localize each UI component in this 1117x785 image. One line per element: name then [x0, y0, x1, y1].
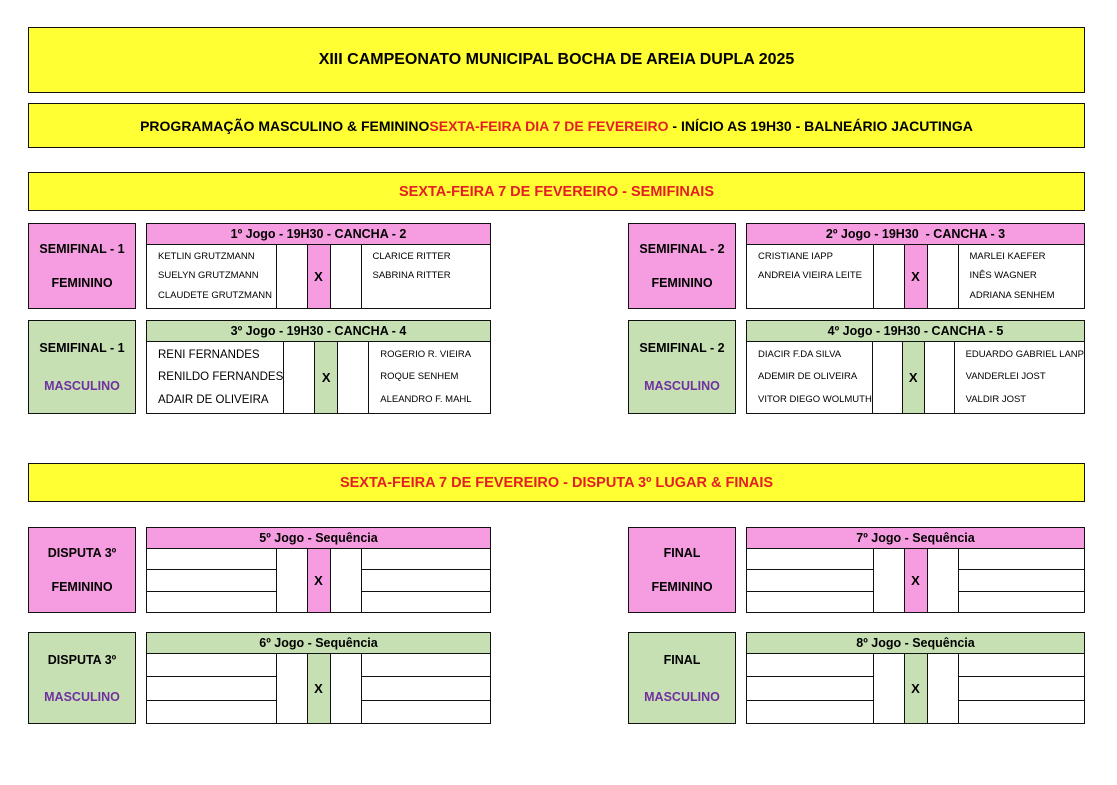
player-slot — [362, 592, 491, 612]
player-name: ROQUE SENHEM — [380, 371, 459, 383]
team-b — [362, 245, 491, 308]
label-line-2: FEMININO — [651, 580, 713, 594]
label-line-1: DISPUTA 3º — [47, 546, 117, 560]
team-a — [747, 245, 873, 308]
player-slot — [362, 549, 491, 570]
team-b — [959, 245, 1085, 308]
player-slot — [147, 701, 276, 723]
label-line-2: FEMININO — [51, 580, 113, 594]
team-a — [147, 342, 283, 413]
team-a — [147, 549, 276, 612]
score-box-b — [924, 342, 955, 413]
game-header: 3º Jogo - 19H30 - CANCHA - 4 — [147, 321, 490, 342]
program-text-3: - INÍCIO AS 19H30 - BALNEÁRIO JACUTINGA — [668, 117, 973, 134]
score-box-a — [276, 245, 308, 308]
player-slot — [959, 592, 1085, 612]
score-box-a — [873, 549, 905, 612]
team-b — [959, 654, 1085, 723]
score-box-b — [337, 342, 369, 413]
player-slot — [147, 654, 276, 677]
player-slot — [362, 570, 491, 591]
third-place-masculino-label — [28, 632, 136, 724]
player-name: INÊS WAGNER — [969, 270, 1037, 282]
tournament-title: XIII CAMPEONATO MUNICIPAL BOCHA DE AREIA DUPLA 2025 — [28, 27, 1085, 93]
label-line-1: FINAL — [663, 652, 701, 667]
player-slot — [747, 701, 873, 723]
player-slot — [362, 677, 491, 700]
label-line-2: MASCULINO — [44, 379, 120, 393]
player-name: VALDIR JOST — [965, 393, 1027, 405]
game-1-card — [146, 223, 491, 309]
player-slot — [747, 570, 873, 591]
score-box-a — [276, 549, 308, 612]
score-box-a — [873, 654, 905, 723]
player-slot — [147, 677, 276, 700]
score-box-a — [873, 245, 905, 308]
semifinal-2-masculino-label — [628, 320, 736, 414]
program-text-1: PROGRAMAÇÃO MASCULINO & FEMININO — [140, 117, 430, 134]
player-slot — [959, 677, 1085, 700]
score-box-a — [283, 342, 315, 413]
score-box-b — [927, 245, 959, 308]
versus-mark: X — [308, 245, 330, 308]
score-box-b — [330, 245, 362, 308]
player-name — [747, 288, 873, 304]
semifinal-2-feminino-label — [628, 223, 736, 309]
label-line-1: SEMIFINAL - 2 — [639, 341, 725, 355]
player-name: RENILDO FERNANDES — [158, 371, 284, 384]
game-3-card — [146, 320, 491, 414]
score-box-a — [872, 342, 903, 413]
versus-mark: X — [308, 654, 330, 723]
player-slot — [959, 701, 1085, 723]
final-feminino-label — [628, 527, 736, 613]
section-finals-title: SEXTA-FEIRA 7 DE FEVEREIRO - DISPUTA 3º LUGAR & FINAIS — [28, 463, 1085, 502]
player-slot — [362, 654, 491, 677]
game-7-card — [746, 527, 1085, 613]
team-a — [147, 654, 276, 723]
player-name: VANDERLEI JOST — [965, 371, 1046, 383]
player-slot — [747, 654, 873, 677]
player-name: RENI FERNANDES — [158, 349, 260, 362]
versus-mark: X — [315, 342, 337, 413]
player-name: CRISTIANE IAPP — [758, 250, 833, 262]
game-6-card — [146, 632, 491, 724]
game-4-card — [746, 320, 1085, 414]
team-b — [362, 549, 491, 612]
team-b — [362, 654, 491, 723]
score-box-b — [927, 549, 959, 612]
team-a — [747, 342, 872, 413]
player-name: DIACIR F.DA SILVA — [758, 349, 842, 361]
program-date: SEXTA-FEIRA DIA 7 DE FEVEREIRO — [429, 117, 669, 134]
game-header: 4º Jogo - 19H30 - CANCHA - 5 — [747, 321, 1084, 342]
game-header: 1º Jogo - 19H30 - CANCHA - 2 — [147, 224, 490, 245]
versus-mark: X — [903, 342, 924, 413]
game-8-card — [746, 632, 1085, 724]
player-slot — [747, 677, 873, 700]
player-name: SABRINA RITTER — [372, 270, 451, 282]
team-a — [747, 549, 873, 612]
team-a — [747, 654, 873, 723]
player-name: KETLIN GRUTZMANN — [158, 250, 255, 262]
player-slot — [747, 549, 873, 570]
game-2-card — [746, 223, 1085, 309]
player-name: ADEMIR DE OLIVEIRA — [758, 371, 858, 383]
player-name: ADRIANA SENHEM — [969, 290, 1055, 302]
versus-mark: X — [905, 549, 927, 612]
score-box-b — [330, 549, 362, 612]
player-slot — [147, 549, 276, 570]
semifinal-1-feminino-label — [28, 223, 136, 309]
game-header: 2º Jogo - 19H30 - CANCHA - 3 — [747, 224, 1084, 245]
player-slot — [959, 549, 1085, 570]
player-slot — [959, 654, 1085, 677]
label-line-1: SEMIFINAL - 1 — [39, 341, 125, 355]
score-box-b — [927, 654, 959, 723]
third-place-feminino-label — [28, 527, 136, 613]
player-name: SUELYN GRUTZMANN — [158, 270, 259, 282]
label-line-1: SEMIFINAL - 1 — [39, 242, 125, 256]
player-slot — [747, 592, 873, 612]
versus-mark: X — [905, 654, 927, 723]
player-name: CLARICE RITTER — [372, 250, 451, 262]
label-line-1: DISPUTA 3º — [47, 652, 117, 667]
player-slot — [147, 570, 276, 591]
player-name: ANDREIA VIEIRA LEITE — [758, 270, 863, 282]
semifinal-1-masculino-label — [28, 320, 136, 414]
player-name — [362, 288, 491, 304]
team-b — [369, 342, 490, 413]
label-line-1: SEMIFINAL - 2 — [639, 242, 725, 256]
final-masculino-label — [628, 632, 736, 724]
versus-mark: X — [308, 549, 330, 612]
game-header: 5º Jogo - Sequência — [147, 528, 490, 549]
team-b — [959, 549, 1085, 612]
player-slot — [362, 701, 491, 723]
game-header: 7º Jogo - Sequência — [747, 528, 1084, 549]
player-name: ROGERIO R. VIEIRA — [380, 349, 472, 361]
versus-mark: X — [905, 245, 927, 308]
label-line-2: FEMININO — [651, 276, 713, 290]
player-name: VITOR DIEGO WOLMUTH — [758, 393, 872, 405]
section-semifinals-title: SEXTA-FEIRA 7 DE FEVEREIRO - SEMIFINAIS — [28, 172, 1085, 211]
label-line-2: MASCULINO — [644, 689, 720, 704]
team-b — [955, 342, 1084, 413]
player-name: CLAUDETE GRUTZMANN — [158, 290, 273, 302]
player-name: MARLEI KAEFER — [969, 250, 1046, 262]
team-a — [147, 245, 276, 308]
game-header: 6º Jogo - Sequência — [147, 633, 490, 654]
label-line-2: MASCULINO — [644, 379, 720, 393]
game-header: 8º Jogo - Sequência — [747, 633, 1084, 654]
label-line-2: FEMININO — [51, 276, 113, 290]
game-5-card — [146, 527, 491, 613]
label-line-2: MASCULINO — [44, 689, 120, 704]
player-name: ADAIR DE OLIVEIRA — [158, 393, 269, 406]
program-banner — [28, 103, 1085, 148]
player-name: EDUARDO GABRIEL LANP — [965, 349, 1084, 361]
score-box-a — [276, 654, 308, 723]
score-box-b — [330, 654, 362, 723]
player-slot — [959, 570, 1085, 591]
player-name: ALEANDRO F. MAHL — [380, 393, 472, 405]
label-line-1: FINAL — [663, 546, 701, 560]
player-slot — [147, 592, 276, 612]
